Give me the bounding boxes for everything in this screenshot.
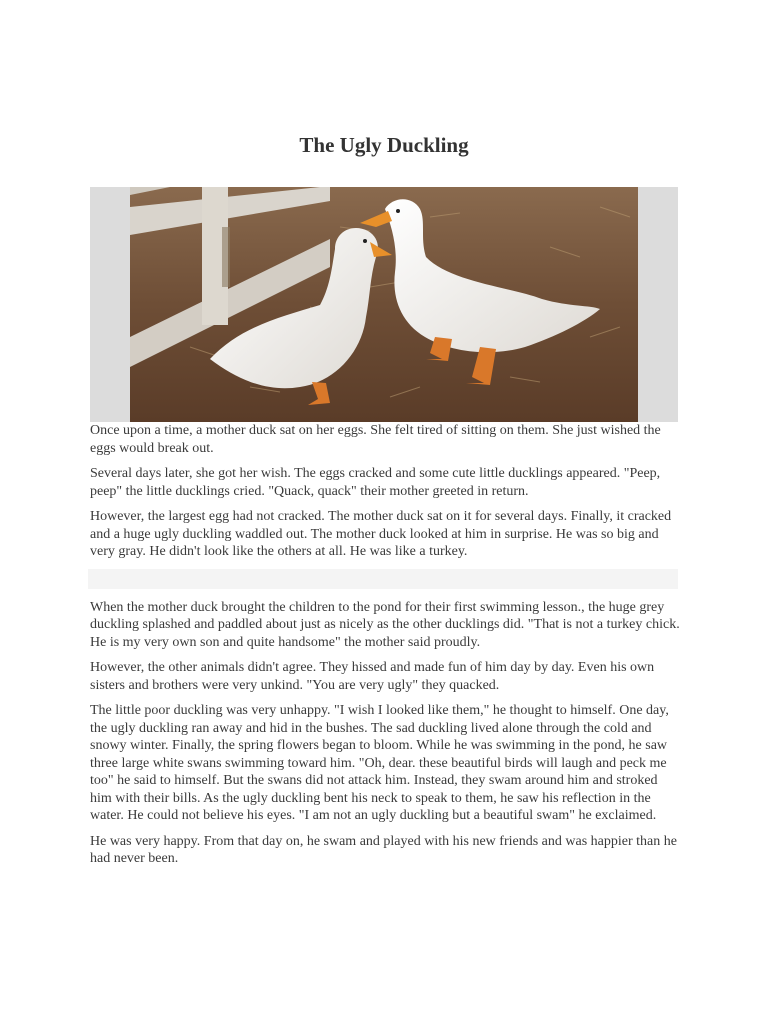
section-divider xyxy=(88,569,678,589)
paragraph: He was very happy. From that day on, he swam and played with his new friends and was happier than he had never been. xyxy=(90,833,677,866)
page-title: The Ugly Duckling xyxy=(299,133,469,157)
paragraph: However, the other animals didn't agree. They hissed and made fun of him day by day. Even his own sisters and brothers were very unkind. "You are very ugly" they quacked. xyxy=(90,660,655,693)
ducks-photo xyxy=(130,187,638,422)
paragraph: Once upon a time, a mother duck sat on her eggs. She felt tired of sitting on them. She just wished the eggs would break out. xyxy=(90,423,661,456)
story-figure xyxy=(90,187,678,422)
story-body xyxy=(90,422,682,876)
paragraph: However, the largest egg had not cracked. The mother duck sat on it for several days. Finally, it cracked and a huge ugly duckling waddled out. The mother duck looked at him in surprise. He was so big and very gray. He didn't look like the others at all. He was like a turkey. xyxy=(90,509,672,559)
paragraph: Several days later, she got her wish. The eggs cracked and some cute little ducklings appeared. "Peep, peep" the little ducklings cried. "Quack, quack" their mother greeted in return. xyxy=(90,466,661,499)
paragraph: The little poor duckling was very unhappy. "I wish I looked like them," he thought to himself. One day, the ugly duckling ran away and hid in the bushes. The sad duckling lived alone through the cold and snowy winter. Finally, the spring flowers began to bloom. While he was swimming in the pond, he saw three large white swans swimming toward him. "Oh, dear. these beautiful birds will laugh and peck me too" he said to himself. But the swans did not attack him. Instead, they swam around him and stroked him with their bills. As the ugly duckling bent his neck to speak to them, he saw his reflection in the water. He could not believe his eyes. "I am not an ugly duckling but a beautiful swam" he exclaimed. xyxy=(90,703,669,823)
paragraph: When the mother duck brought the children to the pond for their first swimming lesson., the huge grey duckling splashed and paddled about just as nicely as the other ducklings did. "That is not a turkey chick. He is my very own son and quite handsome" the mother said proudly. xyxy=(90,599,680,650)
